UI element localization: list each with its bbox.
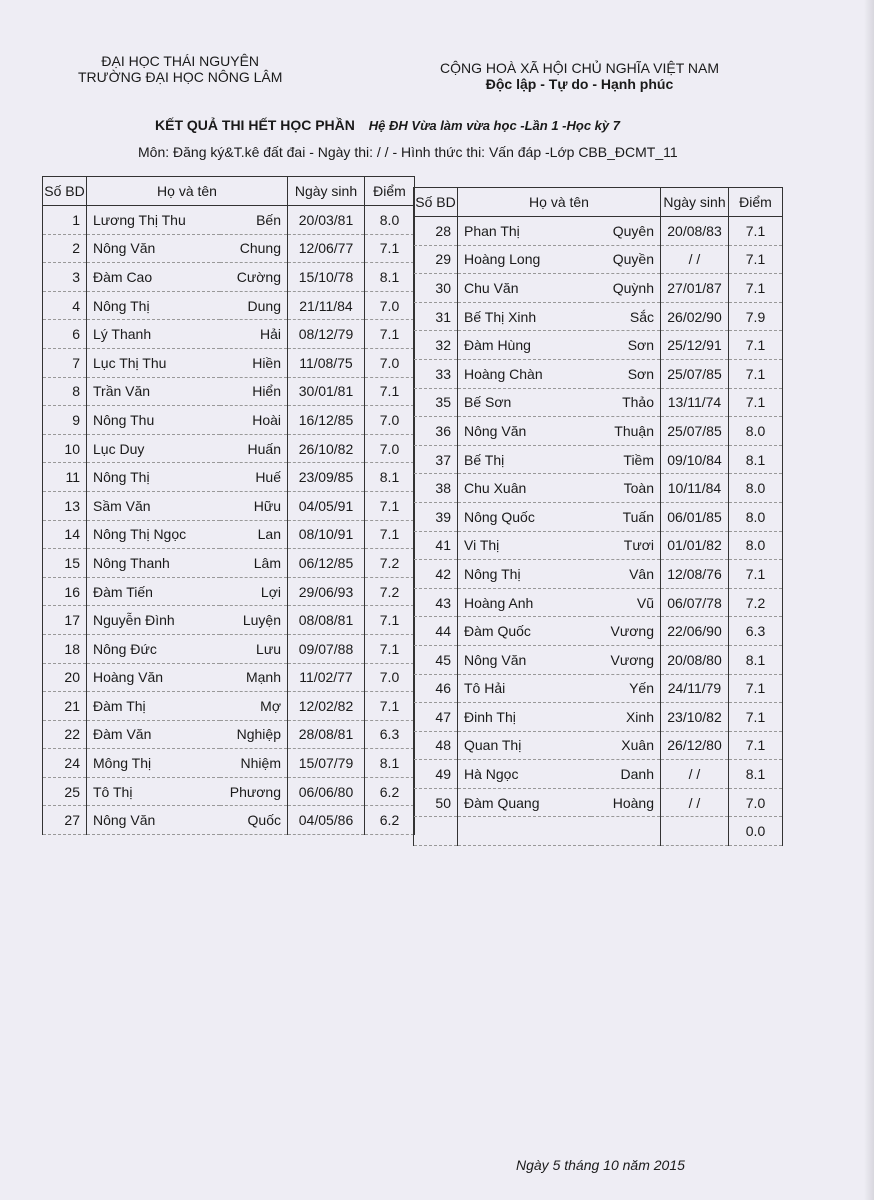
last-name: Tô Hải (458, 674, 591, 703)
date-of-birth: 20/08/80 (661, 645, 729, 674)
table-row (414, 445, 783, 474)
date-of-birth: 06/12/85 (288, 549, 365, 578)
student-number: 30 (414, 274, 458, 303)
col-header-score: Điểm (365, 177, 415, 206)
first-name: Sơn (591, 359, 661, 388)
last-name: Nông Quốc (458, 502, 591, 531)
first-name: Luyện (220, 606, 288, 635)
date-of-birth: 13/11/74 (661, 388, 729, 417)
col-header-dob: Ngày sinh (661, 188, 729, 217)
table-row (414, 588, 783, 617)
date-of-birth: 25/07/85 (661, 359, 729, 388)
last-name: Đàm Tiến (87, 577, 220, 606)
score: 6.2 (365, 806, 415, 835)
first-name: Quyền (591, 245, 661, 274)
date-of-birth: 08/10/91 (288, 520, 365, 549)
score: 8.0 (729, 531, 783, 560)
university-name: ĐẠI HỌC THÁI NGUYÊN (101, 53, 260, 69)
first-name: Hữu (220, 491, 288, 520)
first-name: Huế (220, 463, 288, 492)
last-name (458, 817, 591, 846)
student-number: 47 (414, 703, 458, 732)
col-header-name: Họ và tên (458, 188, 661, 217)
table-row (43, 749, 415, 778)
date-of-birth: / / (661, 788, 729, 817)
date-of-birth (661, 817, 729, 846)
table-row (43, 206, 415, 235)
date-of-birth: 06/07/78 (661, 588, 729, 617)
last-name: Đinh Thị (458, 703, 591, 732)
student-number: 14 (43, 520, 87, 549)
first-name: Hoài (220, 406, 288, 435)
first-name: Xuân (591, 731, 661, 760)
last-name: Nông Thị (458, 560, 591, 589)
first-name: Sơn (591, 331, 661, 360)
student-number: 1 (43, 206, 87, 235)
first-name: Chung (220, 234, 288, 263)
table-row (43, 806, 415, 835)
date-of-birth: / / (661, 760, 729, 789)
student-number: 31 (414, 302, 458, 331)
first-name: Vương (591, 645, 661, 674)
table-row (414, 274, 783, 303)
table-row (414, 788, 783, 817)
first-name: Lợi (220, 577, 288, 606)
student-number: 13 (43, 491, 87, 520)
score: 6.3 (365, 720, 415, 749)
last-name: Bế Thị (458, 445, 591, 474)
table-row (43, 463, 415, 492)
col-header-no: Số BD (43, 177, 87, 206)
last-name: Sầm Văn (87, 491, 220, 520)
date-of-birth: 23/10/82 (661, 703, 729, 732)
score: 8.1 (365, 463, 415, 492)
student-number: 18 (43, 634, 87, 663)
date-of-birth: 20/08/83 (661, 217, 729, 246)
student-number: 44 (414, 617, 458, 646)
table-row (414, 645, 783, 674)
table-row (43, 320, 415, 349)
student-number: 4 (43, 291, 87, 320)
score: 7.0 (365, 406, 415, 435)
table-row (414, 502, 783, 531)
score: 8.0 (729, 502, 783, 531)
signing-date: Ngày 5 tháng 10 năm 2015 (516, 1157, 685, 1173)
last-name: Bế Thị Xinh (458, 302, 591, 331)
date-of-birth: 04/05/86 (288, 806, 365, 835)
student-number: 42 (414, 560, 458, 589)
table-row (414, 331, 783, 360)
first-name: Quỳnh (591, 274, 661, 303)
score: 7.1 (365, 234, 415, 263)
results-table-left (42, 176, 415, 835)
score: 7.0 (365, 291, 415, 320)
student-number: 33 (414, 359, 458, 388)
table-row (43, 577, 415, 606)
date-of-birth: 16/12/85 (288, 406, 365, 435)
score: 6.2 (365, 777, 415, 806)
first-name: Hoàng (591, 788, 661, 817)
student-number: 45 (414, 645, 458, 674)
score: 7.1 (365, 377, 415, 406)
last-name: Hà Ngọc (458, 760, 591, 789)
student-number: 11 (43, 463, 87, 492)
date-of-birth: 26/12/80 (661, 731, 729, 760)
last-name: Trần Văn (87, 377, 220, 406)
table-row (43, 348, 415, 377)
table-row (43, 549, 415, 578)
student-number: 21 (43, 692, 87, 721)
table-row (414, 474, 783, 503)
score: 7.1 (729, 359, 783, 388)
col-header-name: Họ và tên (87, 177, 288, 206)
score: 8.1 (729, 645, 783, 674)
date-of-birth: 08/12/79 (288, 320, 365, 349)
last-name: Nông Văn (87, 806, 220, 835)
last-name: Nông Thanh (87, 549, 220, 578)
table-row (43, 234, 415, 263)
last-name: Hoàng Chàn (458, 359, 591, 388)
col-header-score: Điểm (729, 188, 783, 217)
last-name: Nông Đức (87, 634, 220, 663)
first-name: Nghiệp (220, 720, 288, 749)
score: 7.0 (365, 434, 415, 463)
score: 7.1 (365, 320, 415, 349)
date-of-birth: 08/08/81 (288, 606, 365, 635)
score: 7.1 (729, 217, 783, 246)
last-name: Nông Thị (87, 291, 220, 320)
student-number: 2 (43, 234, 87, 263)
first-name: Hải (220, 320, 288, 349)
score: 7.1 (729, 703, 783, 732)
date-of-birth: 06/01/85 (661, 502, 729, 531)
country-name: CỘNG HOÀ XÃ HỘI CHỦ NGHĨA VIỆT NAM (440, 60, 720, 76)
student-number: 17 (43, 606, 87, 635)
first-name: Bến (220, 206, 288, 235)
first-name (591, 817, 661, 846)
last-name: Lục Duy (87, 434, 220, 463)
score: 7.1 (729, 388, 783, 417)
table-row (414, 388, 783, 417)
col-header-no: Số BD (414, 188, 458, 217)
last-name: Quan Thị (458, 731, 591, 760)
last-name: Hoàng Anh (458, 588, 591, 617)
last-name: Chu Văn (458, 274, 591, 303)
student-number: 49 (414, 760, 458, 789)
first-name: Xinh (591, 703, 661, 732)
score: 7.1 (729, 731, 783, 760)
student-number (414, 817, 458, 846)
first-name: Thuận (591, 417, 661, 446)
table-row (414, 617, 783, 646)
last-name: Nông Văn (458, 645, 591, 674)
date-of-birth: 30/01/81 (288, 377, 365, 406)
date-of-birth: 22/06/90 (661, 617, 729, 646)
table-row (43, 520, 415, 549)
table-row (43, 692, 415, 721)
first-name: Lâm (220, 549, 288, 578)
score: 7.9 (729, 302, 783, 331)
student-number: 6 (43, 320, 87, 349)
last-name: Đàm Quốc (458, 617, 591, 646)
student-number: 28 (414, 217, 458, 246)
last-name: Chu Xuân (458, 474, 591, 503)
last-name: Bế Sơn (458, 388, 591, 417)
first-name: Mạnh (220, 663, 288, 692)
table-row (414, 417, 783, 446)
student-number: 50 (414, 788, 458, 817)
student-number: 32 (414, 331, 458, 360)
student-number: 10 (43, 434, 87, 463)
table-row (414, 531, 783, 560)
first-name: Dung (220, 291, 288, 320)
program-info: Hệ ĐH Vừa làm vừa học -Lần 1 -Học kỳ 7 (368, 118, 620, 133)
last-name: Phan Thị (458, 217, 591, 246)
student-number: 15 (43, 549, 87, 578)
document-title: KẾT QUẢ THI HẾT HỌC PHẦN (155, 117, 355, 133)
date-of-birth: 26/10/82 (288, 434, 365, 463)
national-header (440, 60, 719, 92)
date-of-birth: 09/07/88 (288, 634, 365, 663)
last-name: Nguyễn Đình (87, 606, 220, 635)
last-name: Đàm Quang (458, 788, 591, 817)
last-name: Nông Văn (458, 417, 591, 446)
table-row (414, 245, 783, 274)
last-name: Hoàng Long (458, 245, 591, 274)
score: 8.1 (365, 749, 415, 778)
first-name: Mợ (220, 692, 288, 721)
last-name: Đàm Hùng (458, 331, 591, 360)
score: 8.0 (365, 206, 415, 235)
first-name: Lan (220, 520, 288, 549)
first-name: Sắc (591, 302, 661, 331)
student-number: 35 (414, 388, 458, 417)
score: 7.2 (729, 588, 783, 617)
student-number: 9 (43, 406, 87, 435)
institution-header (78, 53, 282, 85)
student-number: 8 (43, 377, 87, 406)
score: 6.3 (729, 617, 783, 646)
score: 7.1 (729, 331, 783, 360)
last-name: Nông Thu (87, 406, 220, 435)
first-name: Lưu (220, 634, 288, 663)
score: 8.1 (729, 760, 783, 789)
score: 7.0 (365, 348, 415, 377)
first-name: Nhiệm (220, 749, 288, 778)
table-row (414, 560, 783, 589)
first-name: Tươi (591, 531, 661, 560)
date-of-birth: 01/01/82 (661, 531, 729, 560)
last-name: Đàm Văn (87, 720, 220, 749)
table-row (43, 291, 415, 320)
table-row (414, 731, 783, 760)
table-row (414, 217, 783, 246)
first-name: Hiền (220, 348, 288, 377)
score: 7.1 (729, 245, 783, 274)
last-name: Nông Văn (87, 234, 220, 263)
table-row (43, 634, 415, 663)
first-name: Vũ (591, 588, 661, 617)
first-name: Hiển (220, 377, 288, 406)
last-name: Hoàng Văn (87, 663, 220, 692)
student-number: 16 (43, 577, 87, 606)
first-name: Phương (220, 777, 288, 806)
student-number: 38 (414, 474, 458, 503)
date-of-birth: 12/02/82 (288, 692, 365, 721)
table-row (43, 406, 415, 435)
date-of-birth: 26/02/90 (661, 302, 729, 331)
date-of-birth: 06/06/80 (288, 777, 365, 806)
date-of-birth: 20/03/81 (288, 206, 365, 235)
first-name: Quyên (591, 217, 661, 246)
date-of-birth: 21/11/84 (288, 291, 365, 320)
national-motto: Độc lập - Tự do - Hạnh phúc (485, 76, 674, 92)
table-row (414, 359, 783, 388)
table-row (414, 817, 783, 846)
date-of-birth: 24/11/79 (661, 674, 729, 703)
last-name: Đàm Cao (87, 263, 220, 292)
first-name: Quốc (220, 806, 288, 835)
table-row (43, 663, 415, 692)
first-name: Danh (591, 760, 661, 789)
student-number: 29 (414, 245, 458, 274)
student-number: 46 (414, 674, 458, 703)
results-table-right (413, 187, 783, 846)
date-of-birth: 12/08/76 (661, 560, 729, 589)
score: 7.1 (365, 491, 415, 520)
table-row (414, 302, 783, 331)
table-row (43, 720, 415, 749)
student-number: 22 (43, 720, 87, 749)
table-row (414, 703, 783, 732)
last-name: Mông Thị (87, 749, 220, 778)
last-name: Đàm Thị (87, 692, 220, 721)
date-of-birth: 25/07/85 (661, 417, 729, 446)
first-name: Toàn (591, 474, 661, 503)
last-name: Lương Thị Thu (87, 206, 220, 235)
score: 8.1 (365, 263, 415, 292)
student-number: 24 (43, 749, 87, 778)
score: 7.1 (729, 674, 783, 703)
student-number: 41 (414, 531, 458, 560)
table-row (43, 377, 415, 406)
exam-info: Môn: Đăng ký&T.kê đất đai - Ngày thi: / / - Hình thức thi: Vấn đáp -Lớp CBB_ĐCMT_11 (138, 144, 678, 160)
date-of-birth: 10/11/84 (661, 474, 729, 503)
first-name: Tiềm (591, 445, 661, 474)
date-of-birth: 11/02/77 (288, 663, 365, 692)
first-name: Thảo (591, 388, 661, 417)
last-name: Lục Thị Thu (87, 348, 220, 377)
date-of-birth: 09/10/84 (661, 445, 729, 474)
student-number: 43 (414, 588, 458, 617)
college-name: TRƯỜNG ĐẠI HỌC NÔNG LÂM (78, 69, 283, 85)
first-name: Tuấn (591, 502, 661, 531)
table-row (414, 760, 783, 789)
score: 7.0 (365, 663, 415, 692)
date-of-birth: 29/06/93 (288, 577, 365, 606)
last-name: Nông Thị (87, 463, 220, 492)
student-number: 27 (43, 806, 87, 835)
student-number: 36 (414, 417, 458, 446)
score: 7.2 (365, 577, 415, 606)
score: 8.0 (729, 474, 783, 503)
score: 8.0 (729, 417, 783, 446)
score: 0.0 (729, 817, 783, 846)
last-name: Tô Thị (87, 777, 220, 806)
first-name: Cường (220, 263, 288, 292)
table-row (43, 777, 415, 806)
last-name: Nông Thị Ngọc (87, 520, 220, 549)
last-name: Vi Thị (458, 531, 591, 560)
date-of-birth: 11/08/75 (288, 348, 365, 377)
score: 7.1 (729, 274, 783, 303)
table-row (43, 263, 415, 292)
date-of-birth: 15/07/79 (288, 749, 365, 778)
student-number: 3 (43, 263, 87, 292)
scan-edge (864, 0, 874, 1200)
first-name: Huấn (220, 434, 288, 463)
date-of-birth: 04/05/91 (288, 491, 365, 520)
table-row (43, 606, 415, 635)
date-of-birth: 23/09/85 (288, 463, 365, 492)
date-of-birth: / / (661, 245, 729, 274)
score: 7.0 (729, 788, 783, 817)
score: 7.1 (365, 634, 415, 663)
score: 7.1 (365, 606, 415, 635)
date-of-birth: 28/08/81 (288, 720, 365, 749)
col-header-dob: Ngày sinh (288, 177, 365, 206)
date-of-birth: 15/10/78 (288, 263, 365, 292)
score: 7.1 (365, 520, 415, 549)
student-number: 37 (414, 445, 458, 474)
date-of-birth: 25/12/91 (661, 331, 729, 360)
table-row (414, 674, 783, 703)
student-number: 25 (43, 777, 87, 806)
score: 8.1 (729, 445, 783, 474)
student-number: 20 (43, 663, 87, 692)
first-name: Vân (591, 560, 661, 589)
last-name: Lý Thanh (87, 320, 220, 349)
table-row (43, 491, 415, 520)
score: 7.1 (729, 560, 783, 589)
first-name: Yến (591, 674, 661, 703)
date-of-birth: 12/06/77 (288, 234, 365, 263)
date-of-birth: 27/01/87 (661, 274, 729, 303)
document-title-line (155, 117, 620, 133)
student-number: 48 (414, 731, 458, 760)
score: 7.1 (365, 692, 415, 721)
student-number: 7 (43, 348, 87, 377)
first-name: Vương (591, 617, 661, 646)
score: 7.2 (365, 549, 415, 578)
table-row (43, 434, 415, 463)
student-number: 39 (414, 502, 458, 531)
